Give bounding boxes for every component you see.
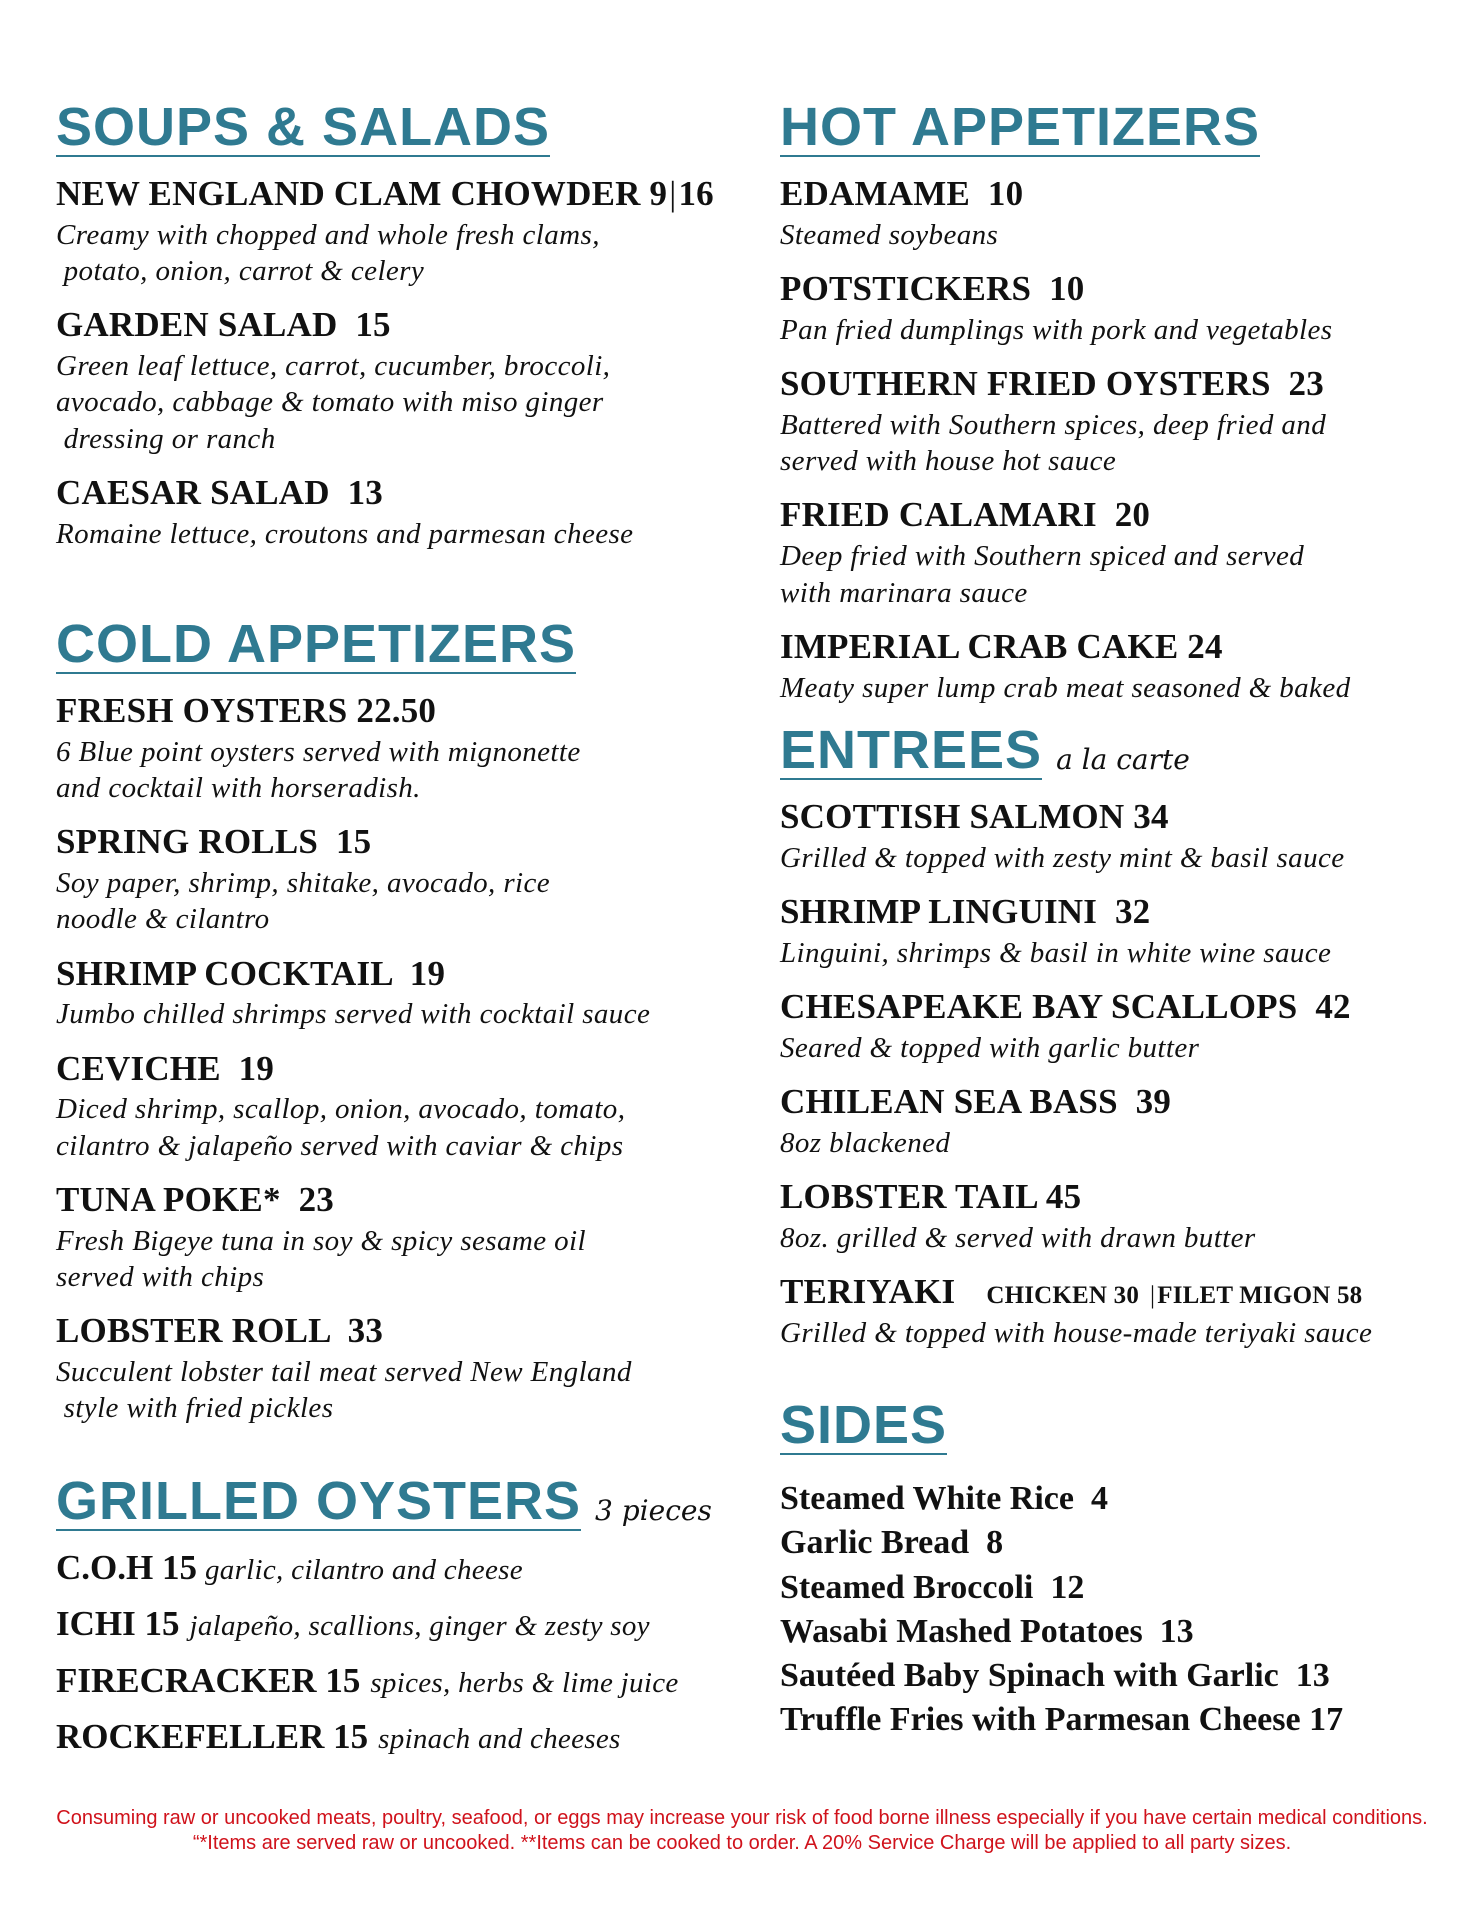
item-description: Seared & topped with garlic butter [780, 1031, 1200, 1064]
item-description: Romaine lettuce, croutons and parmesan cheese [56, 517, 634, 550]
section-heading-cold-appetizers: COLD APPETIZERS [56, 613, 577, 674]
item-description: Succulent lobster tail meat served New England style with fried pickles [56, 1356, 632, 1425]
footer-disclaimer [0, 1806, 1484, 1856]
item-title: FRIED CALAMARI 20 [780, 495, 1151, 535]
item-title: CEVICHE 19 [56, 1048, 275, 1088]
item-title: CHESAPEAKE BAY SCALLOPS 42 [780, 986, 1351, 1026]
item-description: Steamed soybeans [780, 218, 999, 251]
section-note: a la carte [1056, 742, 1190, 776]
side-item: Garlic Bread 8 [780, 1524, 1004, 1562]
item-title: IMPERIAL CRAB CAKE 24 [780, 626, 1223, 666]
menu-item-ceviche [56, 1050, 716, 1164]
sides-header [780, 1395, 1440, 1456]
teriyaki-option-filet: FILET MIGON 58 [1157, 1282, 1363, 1310]
item-title: FRESH OYSTERS 22.50 [56, 691, 437, 731]
cold-appetizers-header [56, 613, 716, 674]
price-divider: | [1150, 1282, 1156, 1310]
menu-item-fried-calamari [780, 496, 1440, 610]
menu-item-southern-fried-oysters [780, 365, 1440, 479]
item-title: SOUTHERN FRIED OYSTERS 23 [780, 364, 1324, 404]
menu-item-potstickers [780, 270, 1440, 348]
side-item: Wasabi Mashed Potatoes 13 [780, 1612, 1194, 1650]
menu-item-coh: C.O.H 15 garlic, cilantro and cheese [56, 1547, 523, 1587]
menu-item-firecracker: FIRECRACKER 15 spices, herbs & lime juice [56, 1660, 679, 1700]
teriyaki-option-chicken: CHICKEN 30 [986, 1282, 1140, 1310]
section-heading-soups-salads: SOUPS & SALADS [56, 97, 551, 157]
item-title: SHRIMP LINGUINI 32 [780, 891, 1151, 931]
section-heading-hot-appetizers: HOT APPETIZERS [780, 97, 1261, 157]
item-description: Soy paper, shrimp, shitake, avocado, rice noodle & cilantro [56, 867, 551, 936]
item-title: SPRING ROLLS 15 [56, 822, 372, 862]
right-column [780, 97, 1440, 1742]
menu-item-clam-chowder [56, 175, 716, 289]
item-description: Pan fried dumplings with pork and vegetables [780, 313, 1333, 346]
disclaimer-line-2: “*Items are served raw or uncooked. **Items can be cooked to order. A 20% Service Charge will be applied to all party sizes. [192, 1832, 1292, 1855]
item-title: NEW ENGLAND CLAM CHOWDER 9 [56, 174, 668, 214]
menu-item-chesapeake-bay-scallops [780, 988, 1440, 1066]
item-description: 8oz. grilled & served with drawn butter [780, 1221, 1256, 1254]
side-item: Steamed White Rice 4 [780, 1480, 1108, 1518]
hot-appetizers-header [780, 97, 1440, 157]
menu-item-fresh-oysters [56, 692, 716, 806]
item-description: Jumbo chilled shrimps served with cocktail sauce [56, 998, 651, 1031]
section-note: 3 pieces [595, 1493, 712, 1527]
item-title: TUNA POKE* 23 [56, 1179, 334, 1219]
item-description: Creamy with chopped and whole fresh clams, potato, onion, carrot & celery [56, 218, 600, 288]
side-item: Steamed Broccoli 12 [780, 1568, 1085, 1606]
item-description: 6 Blue point oysters served with mignonette and cocktail with horseradish. [56, 735, 581, 805]
disclaimer-line-1: Consuming raw or uncooked meats, poultry, seafood, or eggs may increase your risk of food borne illness especially if you have certain medical conditions. [56, 1807, 1428, 1829]
item-title: SHRIMP COCKTAIL 19 [56, 953, 446, 993]
item-title: LOBSTER TAIL 45 [780, 1177, 1082, 1217]
grilled-oysters-header [56, 1470, 716, 1531]
menu-item-lobster-tail [780, 1178, 1440, 1256]
item-title: GARDEN SALAD 15 [56, 305, 391, 345]
menu-item-tuna-poke [56, 1181, 716, 1295]
section-heading-sides: SIDES [780, 1395, 948, 1456]
section-heading-entrees: ENTREES [780, 719, 1043, 780]
item-title: EDAMAME 10 [780, 174, 1024, 214]
menu-item-scottish-salmon [780, 798, 1440, 876]
item-title: SCOTTISH SALMON 34 [780, 796, 1169, 836]
item-description: Fresh Bigeye tuna in soy & spicy sesame oil served with chips [56, 1224, 586, 1294]
side-item: Truffle Fries with Parmesan Cheese 17 [780, 1701, 1344, 1739]
entrees-header [780, 719, 1440, 780]
menu-item-edamame [780, 175, 1440, 253]
item-title: CAESAR SALAD 13 [56, 472, 384, 512]
item-description: Green leaf lettuce, carrot, cucumber, broccoli, avocado, cabbage & tomato with miso ginger dressing or ranch [56, 350, 611, 455]
menu-item-caesar-salad [56, 474, 716, 552]
item-description: 8oz blackened [780, 1126, 951, 1159]
item-description: Deep fried with Southern spiced and served with marinara sauce [780, 540, 1305, 609]
item-description: Grilled & topped with house-made teriyaki sauce [780, 1316, 1373, 1349]
menu-item-ichi: ICHI 15 jalapeño, scallions, ginger & zesty soy [56, 1604, 650, 1644]
menu-item-lobster-roll [56, 1312, 716, 1426]
item-title: CHILEAN SEA BASS 39 [780, 1082, 1172, 1122]
item-description: Meaty super lump crab meat seasoned & baked [780, 671, 1351, 704]
menu-item-rockefeller: ROCKEFELLER 15 spinach and cheeses [56, 1717, 621, 1757]
item-title: LOBSTER ROLL 33 [56, 1311, 384, 1351]
sides-list [780, 1477, 1440, 1742]
item-title: POTSTICKERS 10 [780, 269, 1085, 309]
item-description: Grilled & topped with zesty mint & basil sauce [780, 841, 1345, 874]
menu-item-chilean-sea-bass [780, 1083, 1440, 1161]
price-divider: | [669, 174, 677, 214]
menu-item-garden-salad [56, 306, 716, 457]
menu-item-teriyaki [780, 1273, 1440, 1351]
section-heading-grilled-oysters: GRILLED OYSTERS [56, 1470, 582, 1531]
menu-item-spring-rolls [56, 823, 716, 937]
item-description: Linguini, shrimps & basil in white wine sauce [780, 936, 1332, 969]
item-title: TERIYAKI [780, 1272, 956, 1312]
menu-item-imperial-crab-cake [780, 628, 1440, 706]
menu-item-shrimp-cocktail [56, 955, 716, 1033]
item-description: Battered with Southern spices, deep fried and served with house hot sauce [780, 408, 1327, 478]
side-item: Sautéed Baby Spinach with Garlic 13 [780, 1657, 1330, 1694]
item-price-large: 16 [678, 174, 714, 214]
menu-item-shrimp-linguini [780, 893, 1440, 971]
left-column [56, 97, 716, 1775]
soups-salads-header [56, 97, 716, 157]
item-description: Diced shrimp, scallop, onion, avocado, tomato, cilantro & jalapeño served with caviar & chips [56, 1093, 626, 1162]
